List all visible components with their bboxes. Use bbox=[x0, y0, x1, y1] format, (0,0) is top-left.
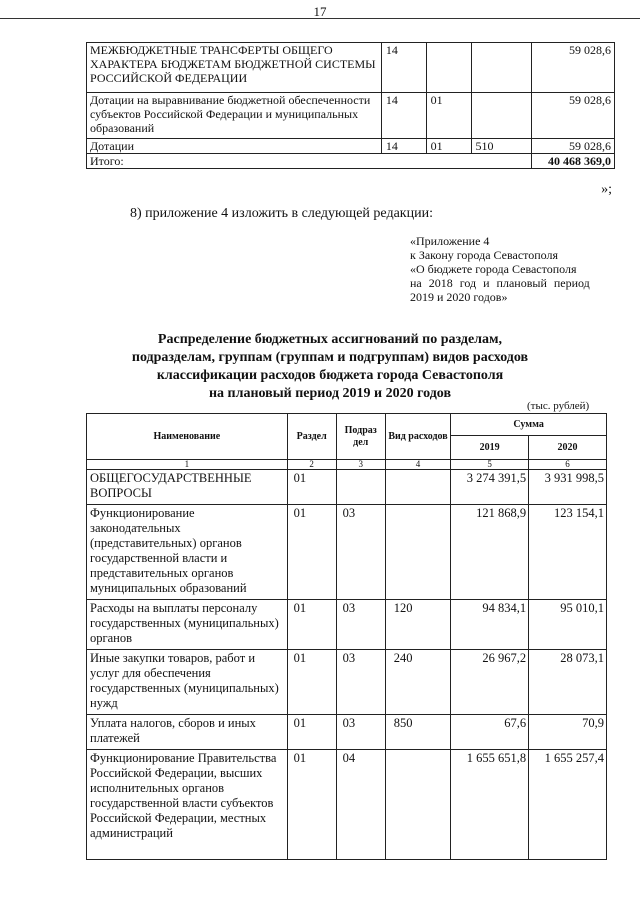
row-type: 240 bbox=[385, 650, 450, 715]
row-section: 14 bbox=[381, 93, 426, 139]
row-2019: 67,6 bbox=[451, 715, 529, 750]
header-sum: Сумма bbox=[451, 414, 607, 436]
appendix-line: 2019 и 2020 годов» bbox=[410, 290, 508, 304]
title-line: на плановый период 2019 и 2020 годов bbox=[208, 386, 452, 401]
appendix-line: к Закону города Севастополя bbox=[410, 248, 559, 262]
row-name: МЕЖБЮДЖЕТНЫЕ ТРАНСФЕРТЫ ОБЩЕГО ХАРАКТЕРА БЮДЖЕТАМ БЮДЖЕТНОЙ СИСТЕМЫ РОССИЙСКОЙ ФЕДЕРАЦИИ bbox=[87, 43, 382, 93]
row-name: ОБЩЕГОСУДАРСТВЕННЫЕ ВОПРОСЫ bbox=[87, 470, 288, 505]
row-subsection bbox=[336, 470, 385, 505]
row-type bbox=[385, 505, 450, 600]
row-subsection: 03 bbox=[336, 505, 385, 600]
row-2019: 94 834,1 bbox=[451, 600, 529, 650]
row-amount: 59 028,6 bbox=[532, 139, 615, 154]
table-row bbox=[87, 43, 615, 93]
table-row bbox=[87, 650, 607, 715]
appendix-line: на 2018 год и плановый период bbox=[410, 276, 590, 290]
header-2020: 2020 bbox=[529, 436, 607, 460]
row-2020: 70,9 bbox=[529, 715, 607, 750]
row-name: Уплата налогов, сборов и иных платежей bbox=[87, 715, 288, 750]
row-2020: 28 073,1 bbox=[529, 650, 607, 715]
row-type bbox=[471, 43, 532, 93]
row-2019: 121 868,9 bbox=[451, 505, 529, 600]
row-name: Дотации на выравнивание бюджетной обеспеченности субъектов Российской Федерации и муниципальных образований bbox=[87, 93, 382, 139]
row-name: Дотации bbox=[87, 139, 382, 154]
row-subsection: 01 bbox=[426, 139, 471, 154]
row-section: 01 bbox=[287, 600, 336, 650]
row-name: Функционирование законодательных (представительных) органов государственной власти и представительных органов муниципальных образований bbox=[87, 505, 288, 600]
col-number: 4 bbox=[385, 460, 450, 470]
row-type: 510 bbox=[471, 139, 532, 154]
row-2019: 26 967,2 bbox=[451, 650, 529, 715]
row-subsection: 03 bbox=[336, 715, 385, 750]
page-number: 17 bbox=[313, 4, 327, 19]
row-2020: 95 010,1 bbox=[529, 600, 607, 650]
header-divider bbox=[0, 18, 640, 19]
table-row bbox=[87, 470, 607, 505]
row-name: Иные закупки товаров, работ и услуг для обеспечения государственных (муниципальных) нужд bbox=[87, 650, 288, 715]
row-2019: 1 655 651,8 bbox=[451, 750, 529, 860]
row-section: 01 bbox=[287, 505, 336, 600]
header-type: Вид расходов bbox=[385, 414, 450, 460]
title-line: подразделам, группам (группам и подгруппам) видов расходов bbox=[131, 350, 529, 365]
document-title bbox=[100, 331, 560, 403]
units-label: (тыс. рублей) bbox=[527, 400, 590, 412]
header-subsection: Подраз дел bbox=[336, 414, 385, 460]
row-subsection: 03 bbox=[336, 650, 385, 715]
row-2020: 3 931 998,5 bbox=[529, 470, 607, 505]
row-subsection: 01 bbox=[426, 93, 471, 139]
table-row bbox=[87, 750, 607, 860]
amendment-text: 8) приложение 4 изложить в следующей редакции: bbox=[130, 206, 433, 221]
row-type: 120 bbox=[385, 600, 450, 650]
row-subsection: 03 bbox=[336, 600, 385, 650]
row-type: 850 bbox=[385, 715, 450, 750]
title-line: Распределение бюджетных ассигнований по разделам, bbox=[157, 332, 503, 347]
table-row bbox=[87, 93, 615, 139]
col-number: 5 bbox=[451, 460, 529, 470]
col-number: 3 bbox=[336, 460, 385, 470]
row-type bbox=[385, 750, 450, 860]
row-2019: 3 274 391,5 bbox=[451, 470, 529, 505]
total-row bbox=[87, 154, 615, 169]
table-row bbox=[87, 715, 607, 750]
row-section: 01 bbox=[287, 650, 336, 715]
row-section: 01 bbox=[287, 715, 336, 750]
header-row bbox=[87, 414, 607, 436]
row-section: 01 bbox=[287, 470, 336, 505]
appendix-line: «Приложение 4 bbox=[410, 234, 490, 248]
table-row bbox=[87, 505, 607, 600]
table-row bbox=[87, 139, 615, 154]
col-number: 1 bbox=[87, 460, 288, 470]
row-name: Расходы на выплаты персоналу государственных (муниципальных) органов bbox=[87, 600, 288, 650]
header-section: Раздел bbox=[287, 414, 336, 460]
row-amount: 59 028,6 bbox=[532, 43, 615, 93]
col-number: 6 bbox=[529, 460, 607, 470]
col-number: 2 bbox=[287, 460, 336, 470]
row-amount: 59 028,6 bbox=[532, 93, 615, 139]
row-type bbox=[385, 470, 450, 505]
row-section: 14 bbox=[381, 43, 426, 93]
row-subsection: 04 bbox=[336, 750, 385, 860]
appendix-reference bbox=[410, 234, 610, 304]
total-label: Итого: bbox=[87, 154, 532, 169]
appendix-line: «О бюджете города Севастополя bbox=[410, 262, 577, 276]
row-name: Функционирование Правительства Российской Федерации, высших исполнительных органов государственной власти субъектов Российской Федерации, местных администраций bbox=[87, 750, 288, 860]
row-2020: 123 154,1 bbox=[529, 505, 607, 600]
budget-table bbox=[86, 413, 607, 860]
row-section: 01 bbox=[287, 750, 336, 860]
title-line: классификации расходов бюджета города Севастополя bbox=[156, 368, 504, 383]
total-amount: 40 468 369,0 bbox=[532, 154, 615, 169]
header-2019: 2019 bbox=[451, 436, 529, 460]
header-name: Наименование bbox=[87, 414, 288, 460]
column-numbers-row bbox=[87, 460, 607, 470]
row-section: 14 bbox=[381, 139, 426, 154]
closing-quote: »; bbox=[601, 182, 612, 197]
row-2020: 1 655 257,4 bbox=[529, 750, 607, 860]
top-table bbox=[86, 42, 615, 169]
row-type bbox=[471, 93, 532, 139]
row-subsection bbox=[426, 43, 471, 93]
table-row bbox=[87, 600, 607, 650]
